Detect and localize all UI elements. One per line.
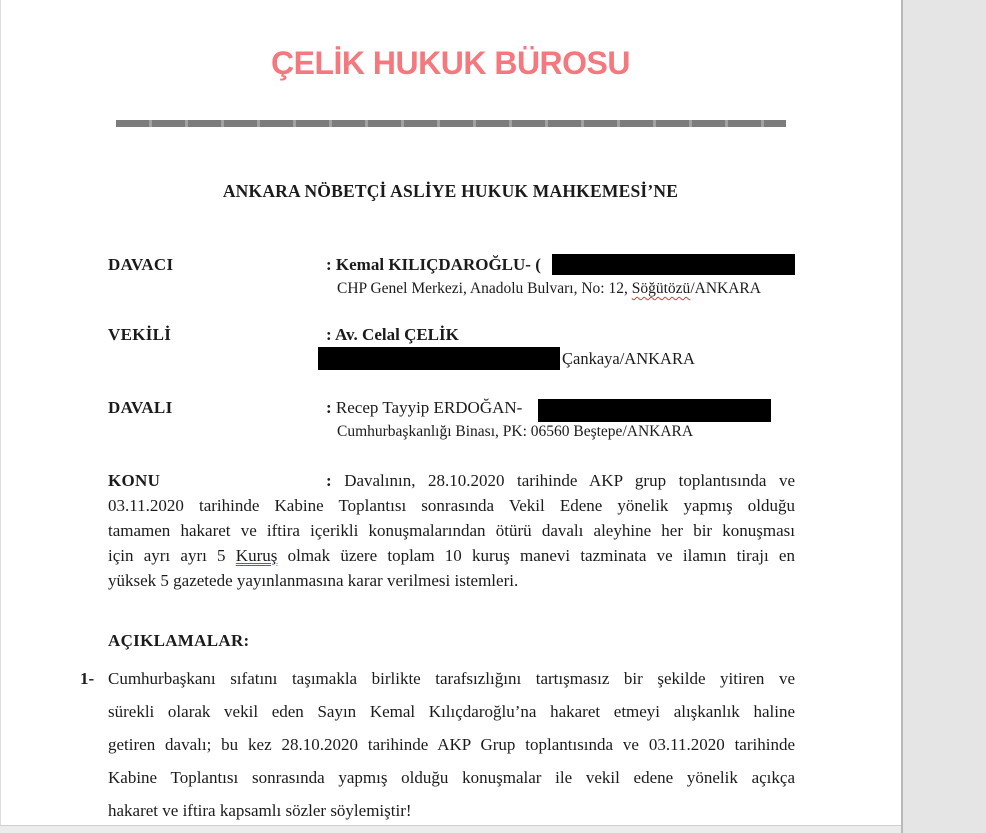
davaci-label: DAVACI xyxy=(108,255,174,274)
redaction-bar-vekili xyxy=(318,347,560,370)
vekili-value: : Av. Celal ÇELİK xyxy=(326,325,459,344)
davaci-address: CHP Genel Merkezi, Anadolu Bulvarı, No: 12, Söğütözü/ANKARA xyxy=(337,280,761,297)
konu-line: için ayrı ayrı 5 Kuruş olmak üzere toplam 10 kuruş manevi tazminata ve ilamın tirajı en xyxy=(108,546,795,565)
page-gutter-right xyxy=(901,0,986,833)
konu-line: : Davalının, 28.10.2020 tarihinde AKP grup toplantısında ve xyxy=(326,471,795,490)
letterhead-divider xyxy=(116,120,786,127)
vekili-address-suffix: Çankaya/ANKARA xyxy=(562,349,695,368)
aciklamalar-line: Cumhurbaşkanı sıfatını taşımakla birlikte tarafsızlığını tartışmasız bir şekilde yitiren ve xyxy=(108,669,795,688)
konu-section xyxy=(108,468,795,593)
court-title: ANKARA NÖBETÇİ ASLİYE HUKUK MAHKEMESİ’NE xyxy=(222,181,679,201)
davali-value: : Recep Tayyip ERDOĞAN- xyxy=(326,398,523,417)
davali-label: DAVALI xyxy=(108,398,173,417)
aciklamalar-line: hakaret ve iftira kapsamlı sözler söylemiştir! xyxy=(108,801,412,820)
vekili-label: VEKİLİ xyxy=(108,325,172,344)
redaction-bar-davaci xyxy=(552,254,795,275)
aciklamalar-line: Kabine Toplantısı sonrasında yapmış olduğu konuşmalar ile vekil edene yönelik açıkça xyxy=(108,768,795,787)
davaci-value: : Kemal KILIÇDAROĞLU- ( xyxy=(326,255,541,274)
davali-address: Cumhurbaşkanlığı Binası, PK: 06560 Beştepe/ANKARA xyxy=(337,423,694,440)
aciklamalar-line: getiren davalı; bu kez 28.10.2020 tarihinde AKP Grup toplantısında ve 03.11.2020 tarihinde xyxy=(108,735,795,754)
redaction-bar-davali xyxy=(538,399,771,422)
aciklamalar-heading: AÇIKLAMALAR: xyxy=(108,631,250,650)
konu-line: yüksek 5 gazetede yayınlanmasına karar verilmesi istemleri. xyxy=(108,571,519,590)
aciklamalar-line: sürekli olarak vekil eden Sayın Kemal Kılıçdaroğlu’na hakaret etmeyi alışkanlık haline xyxy=(108,702,795,721)
aciklamalar-item-1 xyxy=(108,662,795,827)
list-item-marker: 1- xyxy=(80,669,95,688)
konu-line: 03.11.2020 tarihinde Kabine Toplantısı sonrasında Vekil Edene yönelik yapmış olduğu xyxy=(108,496,795,515)
konu-line: tamamen hakaret ve iftira içerikli konuşmalarından ötürü davalı aleyhine her bir konuşması xyxy=(108,521,795,540)
konu-label: KONU xyxy=(108,471,161,490)
law-office-letterhead: ÇELİK HUKUK BÜROSU xyxy=(271,45,630,81)
